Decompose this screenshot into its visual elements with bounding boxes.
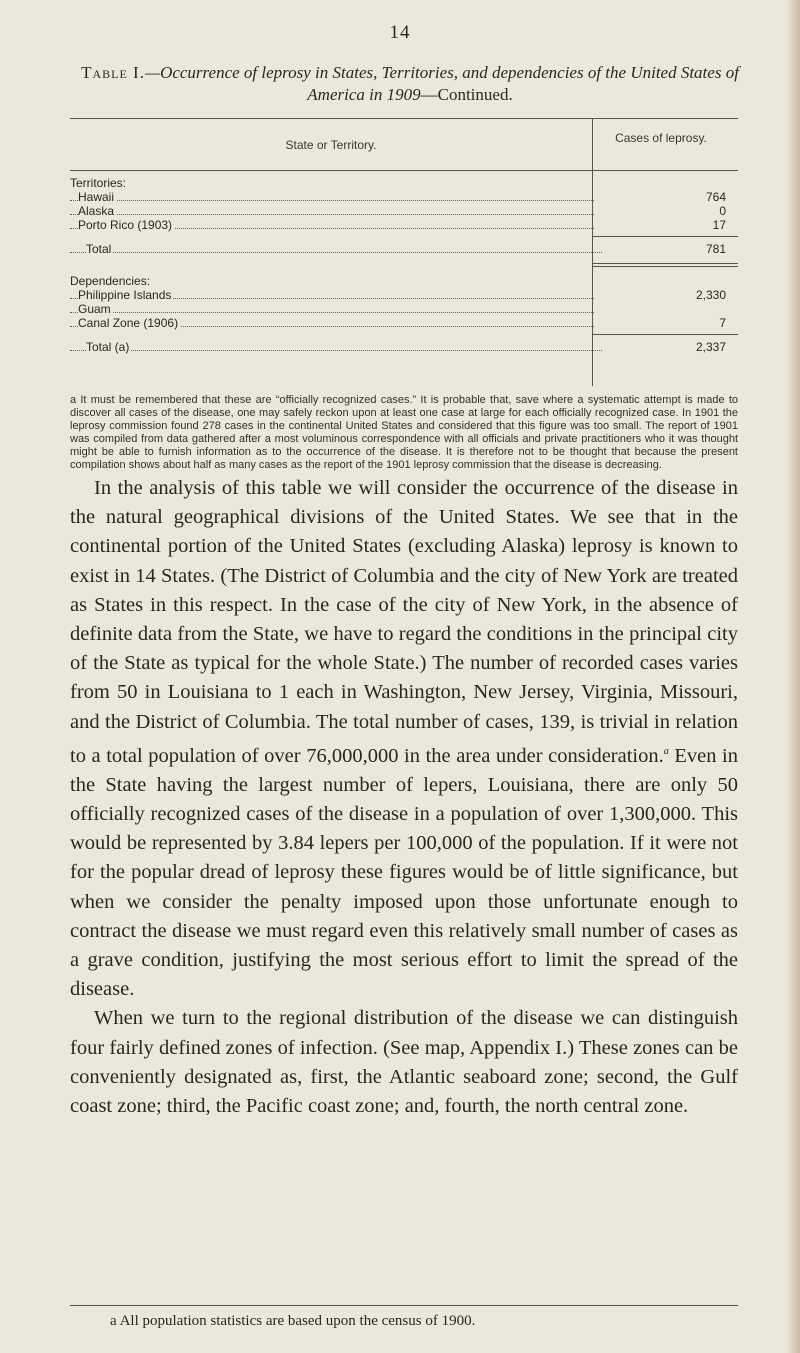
row-label: Canal Zone (1906) xyxy=(78,316,179,330)
body-text xyxy=(70,474,738,1121)
total-label: Total (a) xyxy=(86,340,130,354)
group-heading-dependencies: Dependencies: xyxy=(70,274,151,288)
row-label: Philippine Islands xyxy=(78,288,172,302)
table-row xyxy=(70,218,738,232)
row-label: Guam xyxy=(78,302,111,316)
table-label: Table I. xyxy=(81,63,145,82)
leprosy-table xyxy=(70,118,738,386)
table-continued: —Continued. xyxy=(420,85,513,104)
row-label: Alaska xyxy=(78,204,115,218)
table-header-rule xyxy=(70,170,738,171)
table-row xyxy=(70,302,738,316)
subtotal-rule xyxy=(592,334,738,335)
row-value: 2,330 xyxy=(695,288,726,302)
paragraph: When we turn to the regional distribution of the disease we can distinguish four fairly defined zones of infection. (See map, Appendix I.) These zones can be conveniently designated as, first, the Atlantic seaboard zone; second, the Gulf coast zone; third, the Pacific coast zone; and, fourth, the north central zone. xyxy=(70,1007,738,1118)
page-number: 14 xyxy=(389,22,411,43)
table-row xyxy=(70,204,738,218)
total-label: Total xyxy=(86,242,112,256)
row-label: Hawaii xyxy=(78,190,115,204)
table-title: —Occurrence of leprosy in States, Territories, and dependencies of the United States of America in 1909 xyxy=(144,63,739,104)
group-heading-territories: Territories: xyxy=(70,176,127,190)
row-value: 7 xyxy=(719,316,726,330)
row-value: 764 xyxy=(705,190,726,204)
page-edge-shadow xyxy=(786,0,800,1353)
paragraph-text: In the analysis of this table we will consider the occurrence of the disease in the natural geographical divisions of the United States. We see that in the continental portion of the United States (excluding Alaska) leprosy is known to exist in 14 States. (The District of Columbia and the city of New York are treated as States in this respect. In the case of the city of New York, in the absence of definite data from the State, we have to regard the conditions in the principal city of the State as typical for the whole State.) The number of recorded cases varies from 50 in Louisiana to 1 each in Washington, New Jersey, Virginia, Missouri, and the District of Columbia. The total number of cases, 139, is trivial in relation to a total population of over 76,000,000 in the area under consideration. xyxy=(70,477,738,767)
total-rule-double xyxy=(592,266,738,267)
paragraph xyxy=(70,474,738,1004)
row-label: Porto Rico (1903) xyxy=(78,218,173,232)
footnote-marker: a xyxy=(663,745,669,757)
total-value: 2,337 xyxy=(695,340,726,354)
table-total-row xyxy=(70,340,738,354)
paragraph-text: Even in the State having the largest number of lepers, Louisiana, there are only 50 officially recognized cases of the disease in a population of over 1,300,000. This would be represented by 3.84 lepers per 100,000 of the population. If it were not for the popular dread of leprosy these figures would be of little significance, but when we consider the penalty imposed upon those unfortunate enough to contract the disease we must regard even this relatively small number of cases as a grave condition, justifying the most serious effort to limit the spread of the disease. xyxy=(70,744,738,1001)
table-row xyxy=(70,316,738,330)
table-row xyxy=(70,288,738,302)
subtotal-rule xyxy=(592,236,738,237)
table-top-rule xyxy=(70,118,738,119)
table-row xyxy=(70,190,738,204)
row-value: 0 xyxy=(719,204,726,218)
table-total-row xyxy=(70,242,738,256)
footnote-rule xyxy=(70,1305,738,1306)
table-caption xyxy=(70,62,750,106)
table-footnote: a It must be remembered that these are “officially recognized cases.” It is probable that, save where a systematic attempt is made to discover all cases of the disease, one may safely reckon upon at least one case at large for each officially recognized case. In 1901 the leprosy commission found 278 cases in the continental United States and considered that this figure was too small. The report of 1901 was compiled from data gathered after a most voluminous correspondence with all officials and private practitioners who it was thought might be able to furnish information as to the occurrence of the disease. It is therefore not to be thought that because the present compilation shows about half as many cases as the report of the 1901 leprosy commission that the disease is decreasing. xyxy=(70,394,738,471)
header-state: State or Territory. xyxy=(285,138,377,152)
header-cases: Cases of leprosy. xyxy=(615,131,707,145)
row-value: 17 xyxy=(712,218,726,232)
total-value: 781 xyxy=(705,242,726,256)
total-rule xyxy=(592,263,738,264)
population-footnote: a All population statistics are based upon the census of 1900. xyxy=(110,1313,476,1329)
